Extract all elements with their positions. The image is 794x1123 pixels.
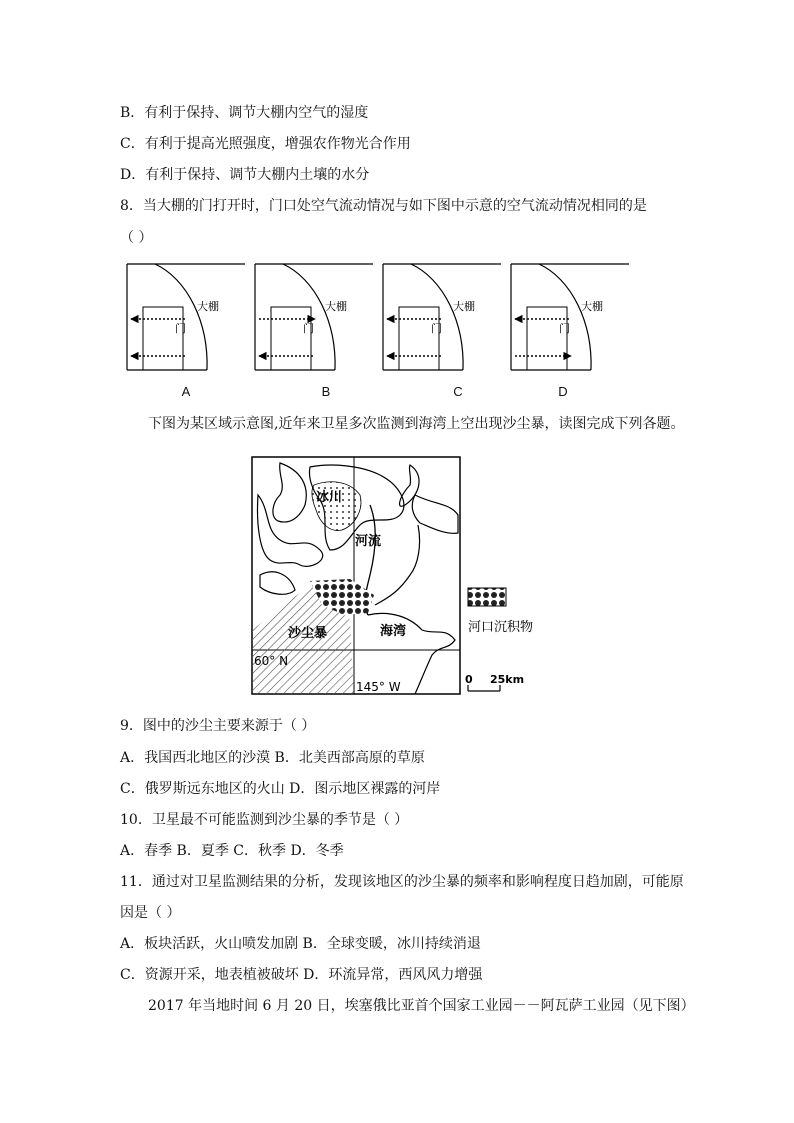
label-glacier: 冰川 [316,490,343,505]
diagram-d [509,258,639,373]
option-7c: C．有利于提高光照强度，增强农作物光合作用 [120,136,411,152]
label-river: 河流 [355,534,382,549]
svg-text:大棚: 大棚 [453,300,475,313]
question-11-stem-1: 11．通过对卫星监测结果的分析，发现该地区的沙尘暴的频率和影响程度日趋加剧，可能原 [120,874,684,890]
question-8-paren: （ ） [120,230,153,246]
svg-text:大棚: 大棚 [325,300,347,313]
question-11-stem-2: 因是（ ） [120,905,181,921]
label-latitude: 60° N [254,654,289,668]
svg-text:门: 门 [559,322,570,335]
diagram-label-c: C [453,384,463,399]
question-11-options-ab: A．板块活跃，火山喷发加剧 B．全球变暖，冰川持续消退 [120,936,481,952]
option-7b: B．有利于保持、调节大棚内空气的湿度 [120,105,369,121]
question-10-options: A．春季 B．夏季 C．秋季 D．冬季 [120,843,344,859]
diagram-b [253,258,383,373]
diagram-label-a: A [181,384,191,399]
question-10-stem: 10．卫星最不可能监测到沙尘暴的季节是（ ） [120,812,409,828]
option-7d: D．有利于保持、调节大棚内土壤的水分 [120,167,370,183]
legend-label-sediment: 河口沉积物 [468,620,534,635]
question-9-stem: 9．图中的沙尘主要来源于（ ） [120,718,316,734]
svg-text:门: 门 [303,322,314,335]
diagram-c [381,258,511,373]
region-map [250,455,550,700]
label-greenhouse: 大棚 [197,300,219,313]
question-9-options-cd: C．俄罗斯远东地区的火山 D．图示地区裸露的河岸 [120,781,441,797]
map-intro: 下图为某区域示意图,近年来卫星多次监测到海湾上空出现沙尘暴，读图完成下列各题。 [148,416,685,432]
question-8-stem: 8．当大棚的门打开时，门口处空气流动情况与如下图中示意的空气流动情况相同的是 [120,198,647,214]
scale-distance: 25km [490,673,525,686]
svg-text:门: 门 [431,322,442,335]
scale-zero: 0 [465,673,473,686]
svg-text:大棚: 大棚 [581,300,603,313]
question-11-options-cd: C．资源开采，地表植被破坏 D．环流异常，西风风力增强 [120,967,483,983]
diagram-label-d: D [558,384,568,399]
label-dust-storm: 沙尘暴 [288,626,328,641]
legend-sediment-swatch [468,588,506,606]
label-door: 门 [175,322,186,335]
question-9-options-ab: A．我国西北地区的沙漠 B．北美西部高原的草原 [120,750,425,766]
next-intro: 2017 年当地时间 6 月 20 日，埃塞俄比亚首个国家工业园－－阿瓦萨工业园（见下图） [148,998,695,1014]
diagram-a [125,258,255,373]
label-longitude: 145° W [356,680,401,694]
label-bay: 海湾 [380,624,407,639]
diagram-label-b: B [321,384,331,399]
